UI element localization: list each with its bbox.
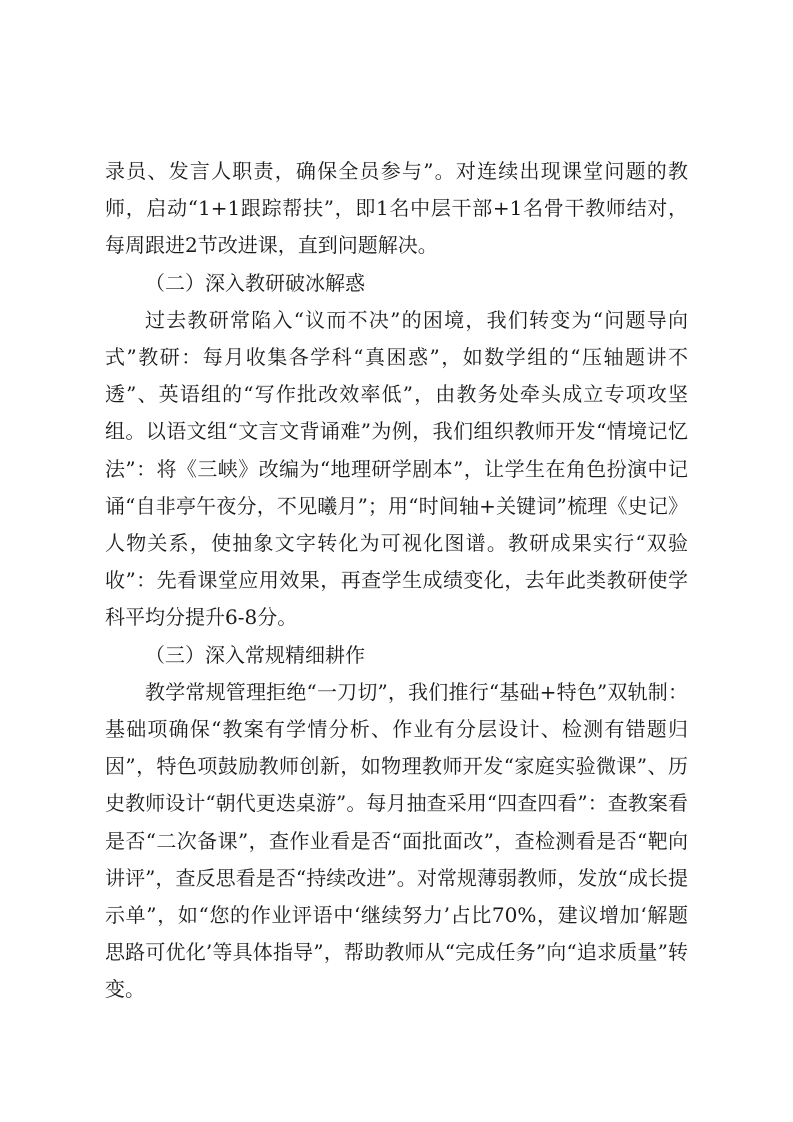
document-body bbox=[105, 153, 688, 1009]
paragraph-continuation: 录员、发言人职责，确保全员参与”。对连续出现课堂问题的教师，启动“1+1跟踪帮扶”，即1名中层干部+1名骨干教师结对，每周跟进2节改进课，直到问题解决。 bbox=[105, 159, 688, 258]
paragraph-research: 过去教研常陷入“议而不决”的困境，我们转变为“问题导向式”教研：每月收集各学科“真困惑”，如数学组的“压轴题讲不透”、英语组的“写作批改效率低”，由教务处牵头成立专项攻坚组。以语文组“文言文背诵难”为例，我们组织教师开发“情境记忆法”：将《三峡》改编为“地理研学剧本”，让学生在角色扮演中记诵“自非亭午夜分，不见曦月”；用“时间轴+关键词”梳理《史记》人物关系，使抽象文字转化为可视化图谱。教研成果实行“双验收”：先看课堂应用效果，再查学生成绩变化，去年此类教研使学科平均分提升6-8分。 bbox=[105, 307, 688, 630]
paragraph-routine: 教学常规管理拒绝“一刀切”，我们推行“基础+特色”双轨制：基础项确保“教案有学情分析、作业有分层设计、检测有错题归因”，特色项鼓励教师创新，如物理教师开发“家庭实验微课”、历史教师设计“朝代更迭桌游”。每月抽查采用“四查四看”：查教案看是否“二次备课”，查作业看是否“面批面改”，查检测看是否“靶向讲评”，查反思看是否“持续改进”。对常规薄弱教师，发放“成长提示单”，如“您的作业评语中‘继续努力’占比70%，建议增加‘解题思路可优化’等具体指导”，帮助教师从“完成任务”向“追求质量”转变。 bbox=[105, 679, 688, 1002]
section-heading-3: （三）深入常规精细耕作 bbox=[145, 642, 365, 667]
section-heading-2: （二）深入教研破冰解惑 bbox=[145, 270, 365, 295]
